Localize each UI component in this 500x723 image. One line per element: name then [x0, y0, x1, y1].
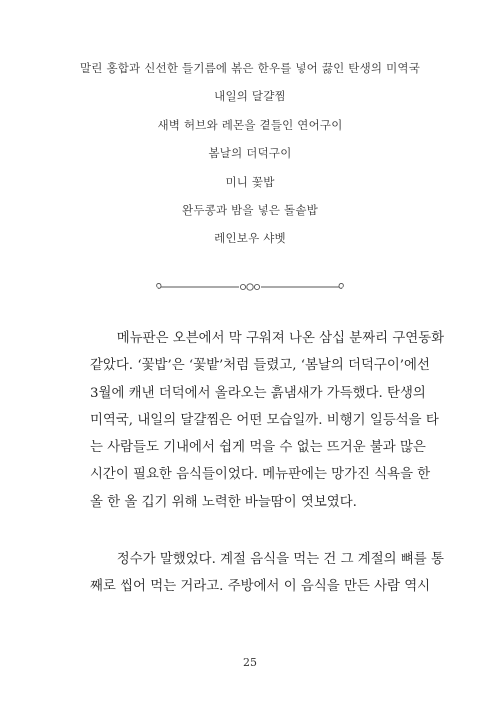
menu-item: 봄날의 더덕구이: [208, 146, 292, 161]
text-line: 3월에 캐낸 더덕에서 올라오는 흙냄새가 가득했다. 탄생의: [90, 385, 426, 401]
text-line: 같았다. ‘꽃밥’은 ‘꽃밭’처럼 들렸고, ‘봄날의 더덕구이’에선: [90, 358, 430, 374]
text-line: 째로 씹어 먹는 거라고. 주방에서 이 음식을 만든 사람 역시: [90, 579, 431, 595]
text-line: 는 사람들도 기내에서 쉽게 먹을 수 없는 뜨거운 불과 많은: [90, 440, 426, 456]
text-line: 메뉴판은 오븐에서 막 구워져 나온 삼십 분짜리 구연동화: [116, 331, 445, 346]
menu-item: 새벽 허브와 레몬을 곁들인 연어구이: [157, 117, 343, 132]
page-number: 25: [243, 656, 257, 669]
paragraph-2: [90, 546, 444, 601]
menu-item: 완두콩과 밤을 넣은 돌솥밥: [182, 202, 318, 217]
menu-item: 레인보우 샤벳: [214, 231, 286, 246]
text-line: 올 한 올 깁기 위해 노력한 바늘땀이 엿보였다.: [90, 494, 357, 510]
menu-item: 미니 꽃밥: [225, 174, 275, 189]
text-line: 정수가 말했었다. 계절 음식을 먹는 건 그 계절의 뼈를 통: [116, 552, 444, 567]
text-line: 시간이 필요한 음식들이었다. 메뉴판에는 망가진 식욕을 한: [90, 467, 431, 483]
paragraph-1: [90, 325, 445, 516]
menu-item: 내일의 달걀찜: [214, 89, 286, 104]
menu-list: [0, 62, 500, 261]
menu-item: 말린 홍합과 신선한 들기름에 볶은 한우를 넣어 끓인 탄생의 미역국: [79, 61, 421, 75]
ornament-divider: [155, 281, 345, 293]
text-line: 미역국, 내일의 달걀찜은 어떤 모습일까. 비행기 일등석을 타: [90, 412, 439, 428]
